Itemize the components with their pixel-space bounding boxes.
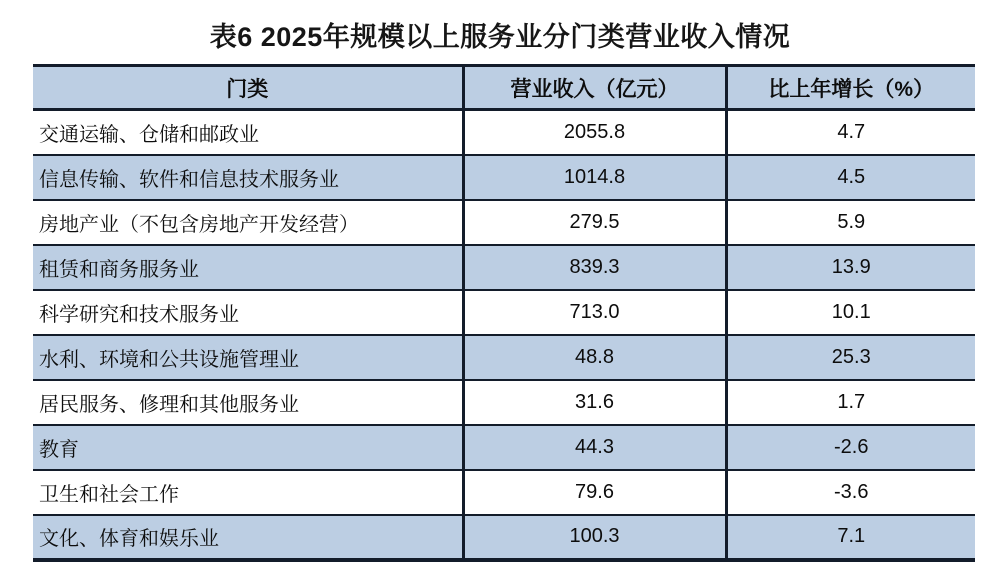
growth-cell: -2.6 — [726, 425, 975, 470]
growth-cell: 13.9 — [726, 245, 975, 290]
growth-cell: -3.6 — [726, 470, 975, 515]
table-row — [33, 515, 975, 560]
table-row — [33, 290, 975, 335]
category-cell: 教育 — [33, 425, 463, 470]
revenue-cell: 713.0 — [463, 290, 726, 335]
revenue-cell: 100.3 — [463, 515, 726, 560]
category-cell: 房地产业（不包含房地产开发经营） — [33, 200, 463, 245]
growth-cell: 5.9 — [726, 200, 975, 245]
table-row — [33, 245, 975, 290]
growth-cell: 4.5 — [726, 155, 975, 200]
growth-cell: 7.1 — [726, 515, 975, 560]
table-row — [33, 200, 975, 245]
table-row — [33, 110, 975, 155]
category-cell: 居民服务、修理和其他服务业 — [33, 380, 463, 425]
table-row — [33, 380, 975, 425]
header-row — [33, 66, 975, 110]
revenue-cell: 2055.8 — [463, 110, 726, 155]
table-row — [33, 470, 975, 515]
page-title: 表6 2025年规模以上服务业分门类营业收入情况 — [209, 22, 791, 52]
table-row — [33, 155, 975, 200]
growth-cell: 1.7 — [726, 380, 975, 425]
statistics-table-container — [33, 64, 975, 562]
growth-cell: 4.7 — [726, 110, 975, 155]
growth-cell: 25.3 — [726, 335, 975, 380]
growth-cell: 10.1 — [726, 290, 975, 335]
category-cell: 卫生和社会工作 — [33, 470, 463, 515]
table-row — [33, 425, 975, 470]
category-cell: 水利、环境和公共设施管理业 — [33, 335, 463, 380]
column-header-growth: 比上年增长（%） — [726, 66, 975, 110]
revenue-cell: 279.5 — [463, 200, 726, 245]
revenue-cell: 31.6 — [463, 380, 726, 425]
revenue-cell: 44.3 — [463, 425, 726, 470]
category-cell: 交通运输、仓储和邮政业 — [33, 110, 463, 155]
revenue-cell: 48.8 — [463, 335, 726, 380]
category-cell: 科学研究和技术服务业 — [33, 290, 463, 335]
revenue-cell: 839.3 — [463, 245, 726, 290]
category-cell: 文化、体育和娱乐业 — [33, 515, 463, 560]
statistics-table — [33, 64, 975, 562]
revenue-cell: 79.6 — [463, 470, 726, 515]
revenue-cell: 1014.8 — [463, 155, 726, 200]
category-cell: 租赁和商务服务业 — [33, 245, 463, 290]
column-header-revenue: 营业收入（亿元） — [463, 66, 726, 110]
category-cell: 信息传输、软件和信息技术服务业 — [33, 155, 463, 200]
table-row — [33, 335, 975, 380]
column-header-category: 门类 — [33, 66, 463, 110]
